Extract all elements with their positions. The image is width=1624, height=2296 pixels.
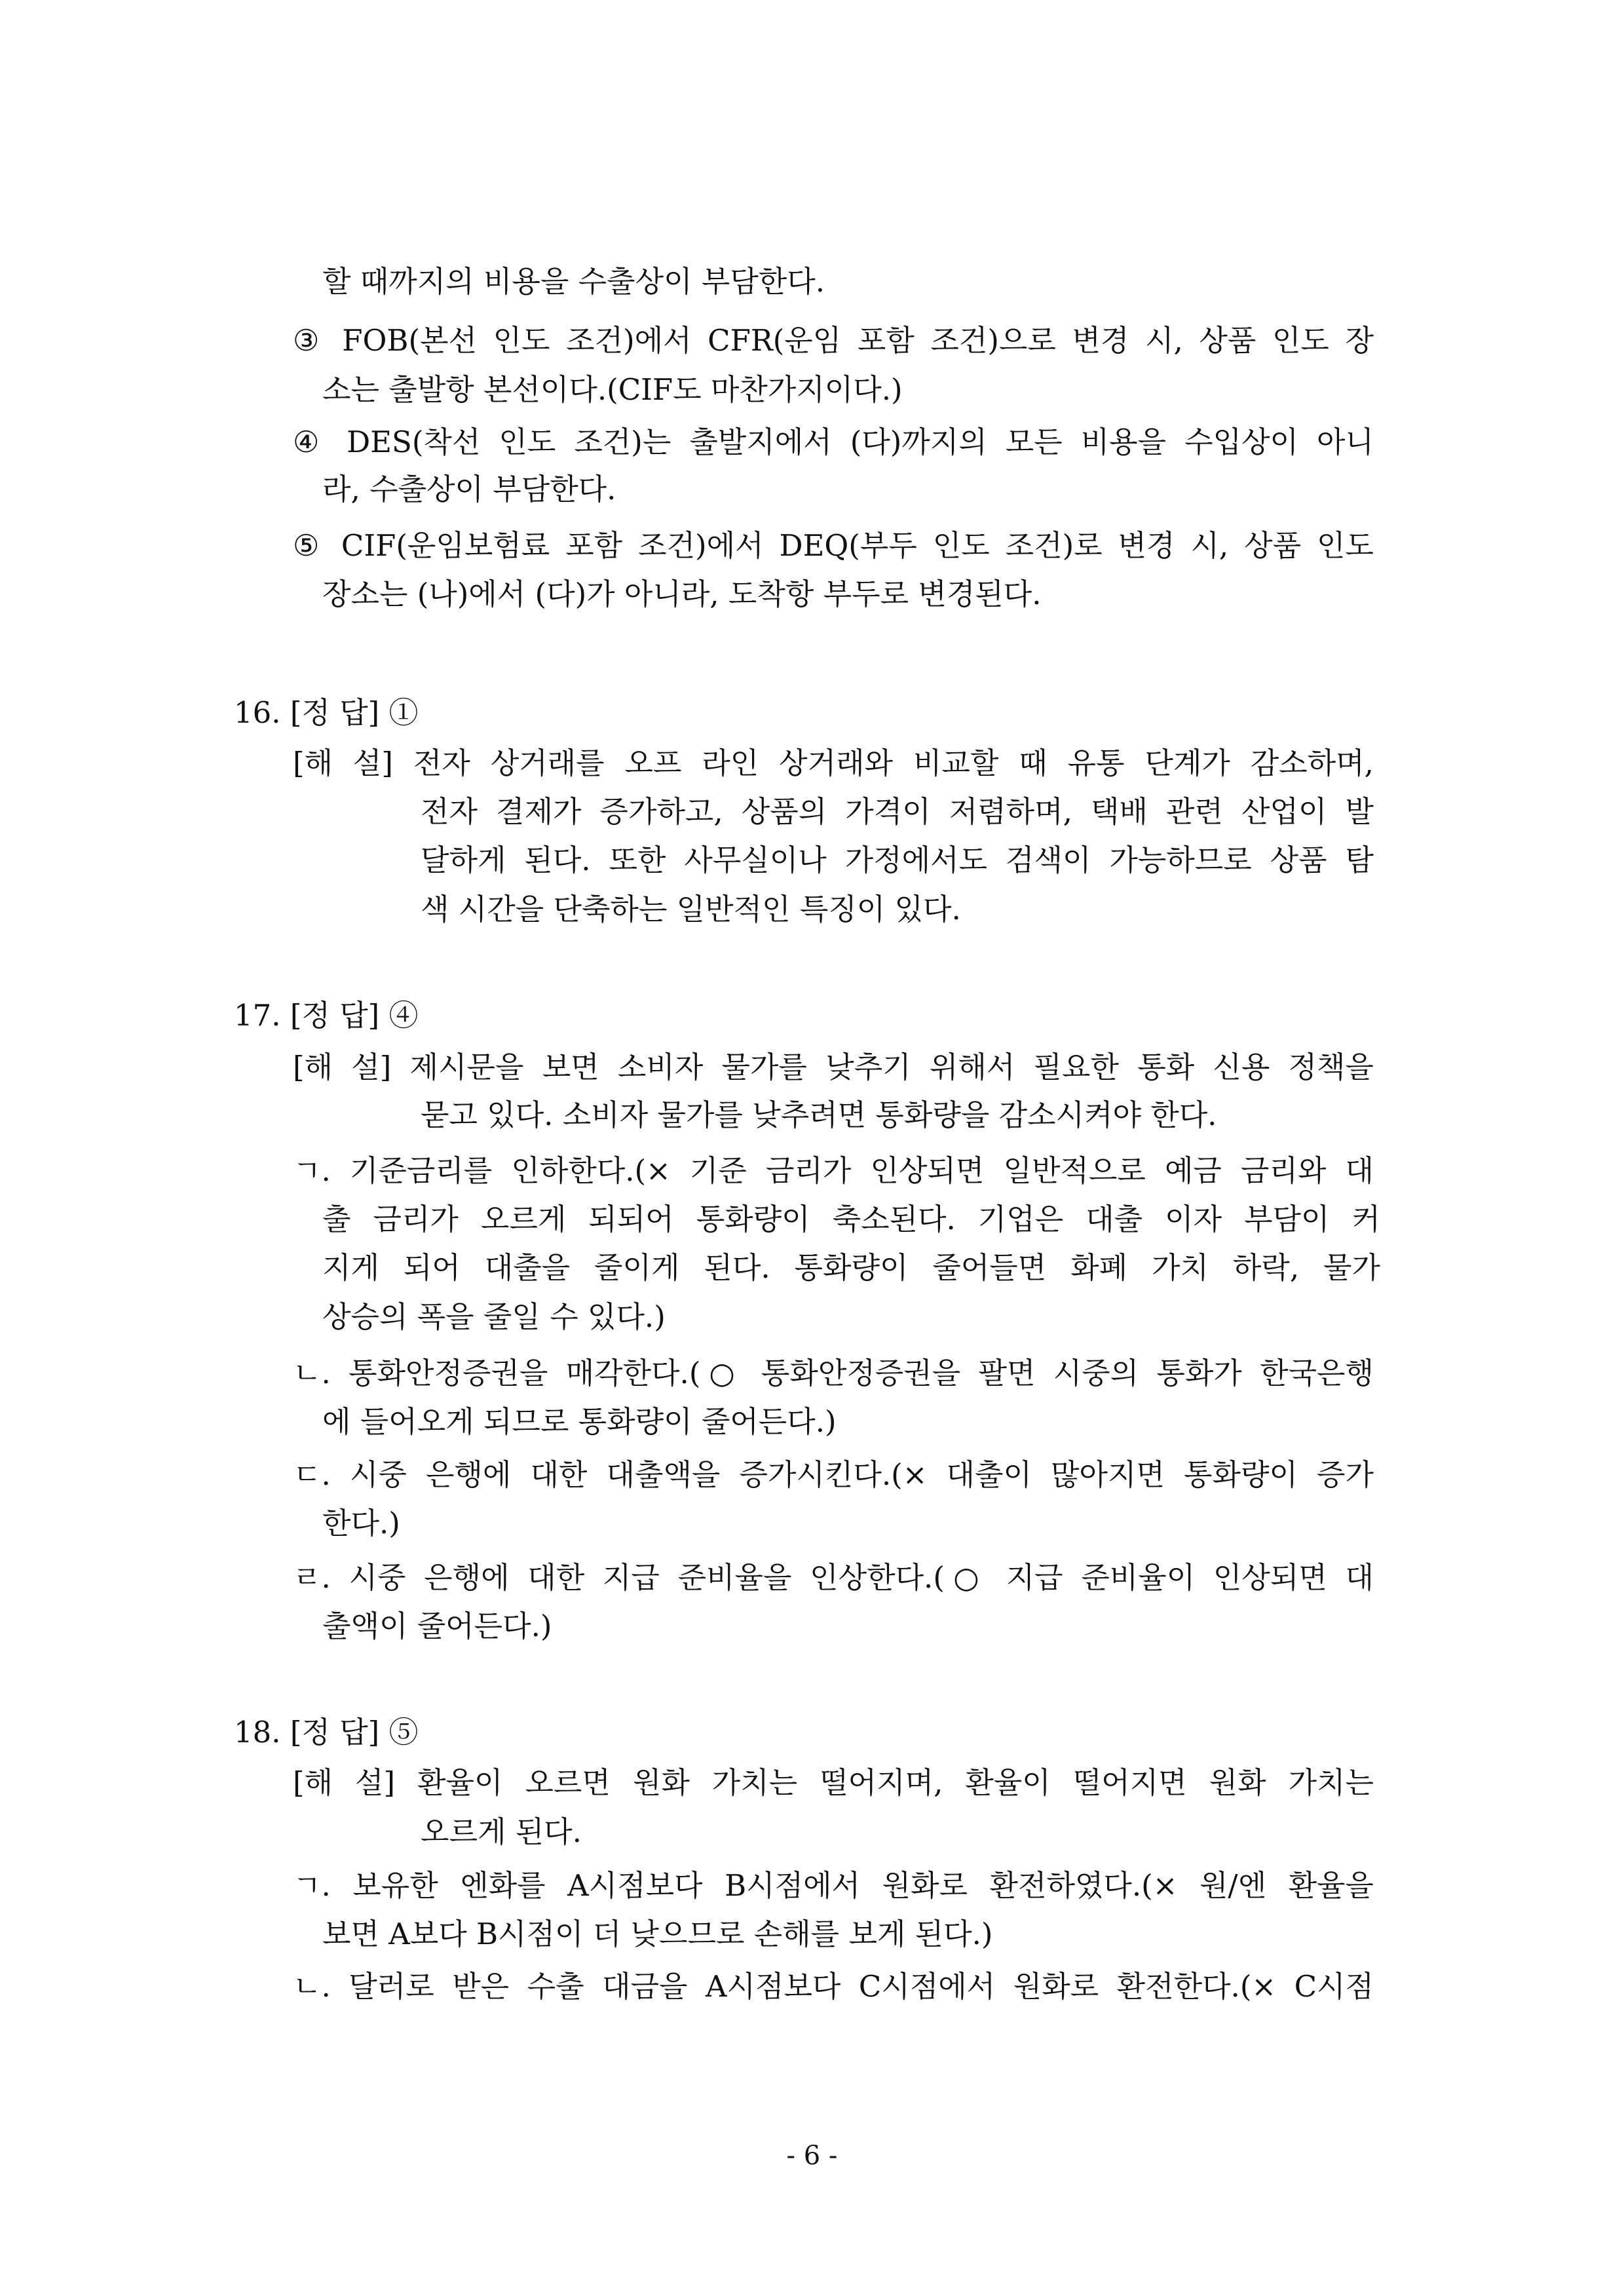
q17-explanation-line-2: 묻고 있다. 소비자 물가를 낮추려면 통화량을 감소시켜야 한다. [421, 1098, 1217, 1132]
q17-item-ga-line-1: ㄱ. 기준금리를 인하한다.(× 기준 금리가 인상되면 일반적으로 예금 금리와 대 [293, 1153, 1374, 1188]
q17-item-da-line-2: 한다.) [322, 1506, 400, 1540]
q15-option-5-line-1: ⑤ CIF(운임보험료 포함 조건)에서 DEQ(부두 인도 조건)로 변경 시, 상품 인도 [293, 528, 1374, 563]
q16-explanation-line-3: 달하게 된다. 또한 사무실이나 가정에서도 검색이 가능하므로 상품 탐 [421, 843, 1374, 877]
q17-item-na-line-1: ㄴ. 통화안정증권을 매각한다.(○ 통화안정증권을 팔면 시중의 통화가 한국은행 [293, 1356, 1374, 1390]
q15-option-4-line-1: ④ DES(착선 인도 조건)는 출발지에서 (다)까지의 모든 비용을 수입상이 아니 [293, 425, 1374, 459]
q16-explanation-line-2: 전자 결제가 증가하고, 상품의 가격이 저렴하며, 택배 관련 산업이 발 [421, 794, 1374, 829]
q17-explanation-line-1: [해 설] 제시문을 보면 소비자 물가를 낮추기 위해서 필요한 통화 신용 정책을 [293, 1050, 1374, 1084]
q16-explanation-line-1: [해 설] 전자 상거래를 오프 라인 상거래와 비교할 때 유통 단계가 감소하며, [293, 746, 1374, 780]
q18-explanation-line-2: 오르게 된다. [421, 1814, 582, 1849]
q18-item-na-line-1: ㄴ. 달러로 받은 수출 대금을 A시점보다 C시점에서 원화로 환전한다.(× C시점 [293, 1969, 1374, 2004]
page-number: - 6 - [786, 2141, 838, 2171]
q18-item-ga-line-2: 보면 A보다 B시점이 더 낮으므로 손해를 보게 된다.) [322, 1917, 993, 1951]
q17-item-ra-line-1: ㄹ. 시중 은행에 대한 지급 준비율을 인상한다.(○ 지급 준비율이 인상되면 대 [293, 1560, 1374, 1595]
q15-option-3-line-1: ③ FOB(본선 인도 조건)에서 CFR(운임 포함 조건)으로 변경 시, 상품 인도 장 [293, 323, 1374, 358]
q16-explanation-line-4: 색 시간을 단축하는 일반적인 특징이 있다. [421, 892, 961, 927]
q15-option-3-line-2: 소는 출발항 본선이다.(CIF도 마찬가지이다.) [322, 372, 903, 407]
q17-item-ga-line-2: 출 금리가 오르게 되되어 통화량이 축소된다. 기업은 대출 이자 부담이 커 [322, 1202, 1380, 1236]
q17-item-da-line-1: ㄷ. 시중 은행에 대한 대출액을 증가시킨다.(× 대출이 많아지면 통화량이 증가 [293, 1457, 1374, 1492]
q17-item-ra-line-2: 출액이 줄어든다.) [322, 1609, 552, 1643]
q17-answer: 17. [정 답] ④ [234, 998, 419, 1033]
q17-item-ga-line-4: 상승의 폭을 줄일 수 있다.) [322, 1299, 666, 1334]
q16-answer: 16. [정 답] ① [234, 695, 419, 730]
q15-option-5-line-2: 장소는 (나)에서 (다)가 아니라, 도착항 부두로 변경된다. [322, 577, 1042, 611]
q15-option-4-line-2: 라, 수출상이 부담한다. [322, 472, 616, 507]
q17-item-na-line-2: 에 들어오게 되므로 통화량이 줄어든다.) [322, 1404, 837, 1439]
q18-item-ga-line-1: ㄱ. 보유한 엔화를 A시점보다 B시점에서 원화로 환전하였다.(× 원/엔 환율을 [293, 1868, 1374, 1903]
q17-item-ga-line-3: 지게 되어 대출을 줄이게 된다. 통화량이 줄어들면 화폐 가치 하락, 물가 [322, 1250, 1380, 1285]
q18-explanation-line-1: [해 설] 환율이 오르면 원화 가치는 떨어지며, 환율이 떨어지면 원화 가치는 [293, 1765, 1374, 1800]
q15-continuation-line: 할 때까지의 비용을 수출상이 부담한다. [322, 264, 825, 299]
q18-answer: 18. [정 답] ⑤ [234, 1715, 419, 1750]
